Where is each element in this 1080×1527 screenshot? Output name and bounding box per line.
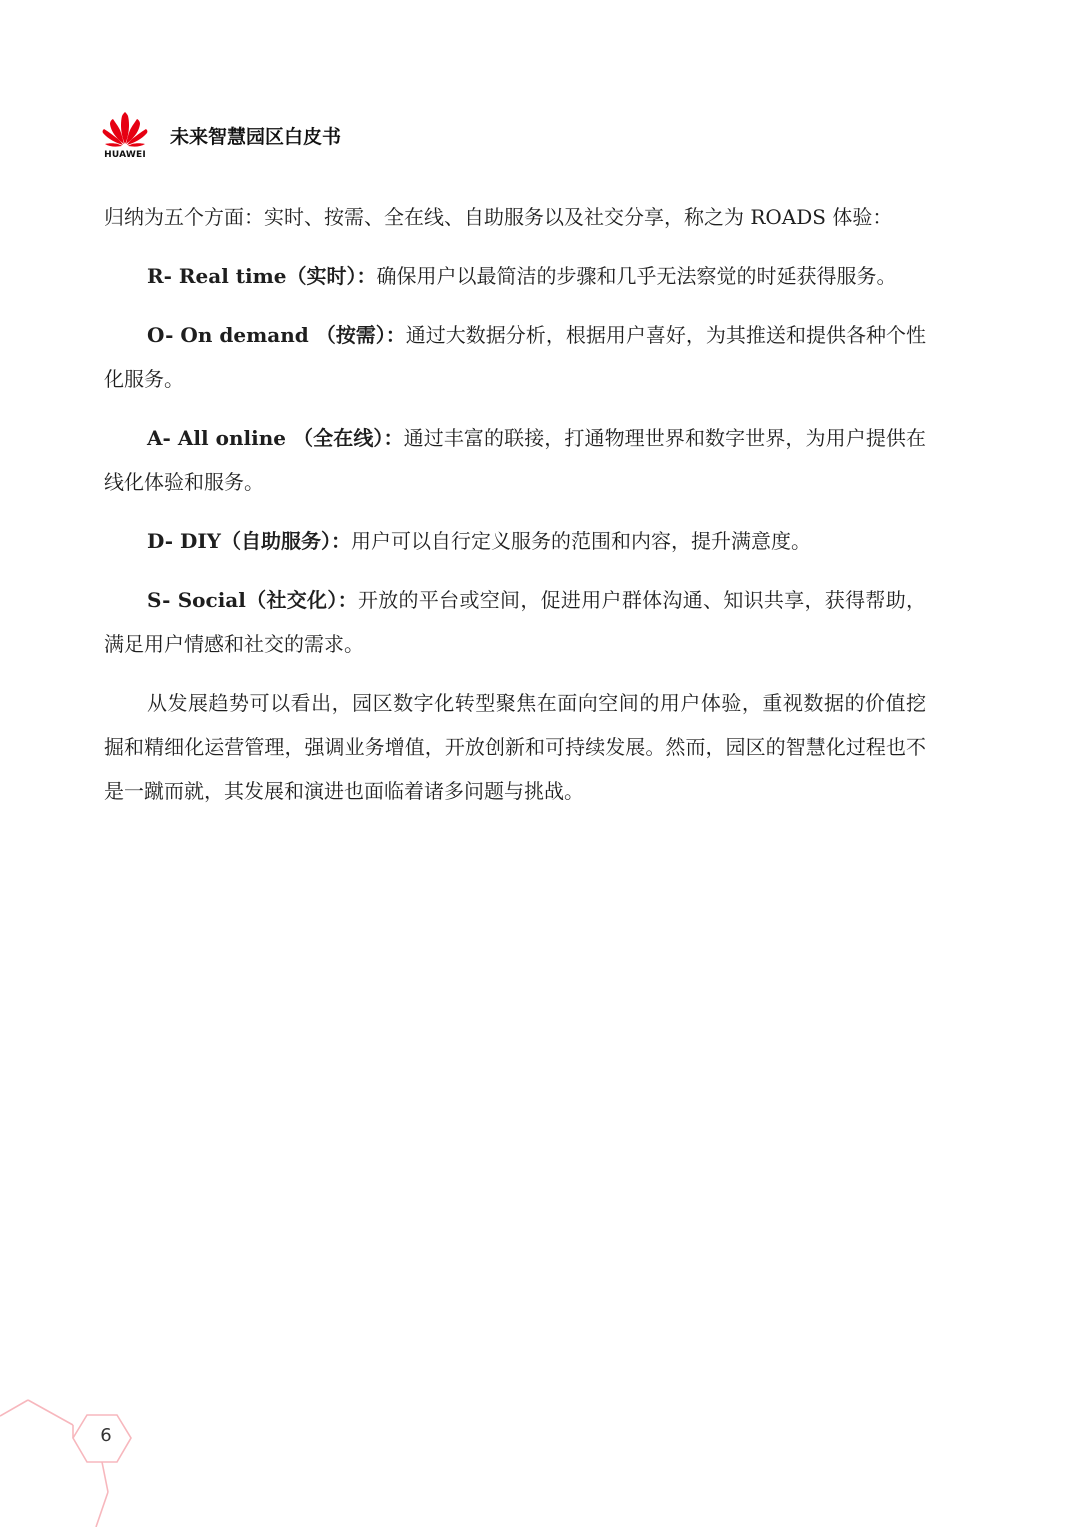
page-number: 6 [100,1425,112,1446]
roads-item-social [104,578,926,666]
body-content [104,195,926,828]
hexagon-decoration [0,1380,160,1527]
brand-wordmark: HUAWEI [104,150,146,160]
roads-item-realtime [104,254,926,298]
page-header [100,110,500,162]
roads-text: 确保用户以最简洁的步骤和几乎无法察觉的时延获得服务。 [376,264,897,288]
huawei-flower-icon [100,110,150,150]
conclusion-paragraph: 从发展趋势可以看出，园区数字化转型聚焦在面向空间的用户体验，重视数据的价值挖掘和精细化运营管理，强调业务增值，开放创新和可持续发展。然而，园区的智慧化过程也不是一蹴而就，其发展和演进也面临着诸多问题与挑战。 [104,691,926,803]
roads-item-allonline [104,416,926,504]
roads-label: R- Real time（实时）： [147,264,377,288]
roads-item-diy [104,519,926,563]
roads-label: O- On demand （按需）： [147,323,406,347]
roads-label: A- All online （全在线）： [147,426,404,450]
roads-text: 用户可以自行定义服务的范围和内容，提升满意度。 [350,529,811,553]
roads-text: 开放的平台或空间，促进用户群体沟通、知识共享，获得帮助，满足用户情感和社交的需求。 [104,588,927,656]
roads-label: S- Social（社交化）： [147,588,358,612]
huawei-logo [100,110,150,160]
intro-paragraph: 归纳为五个方面：实时、按需、全在线、自助服务以及社交分享，称之为 ROADS 体验： [104,205,893,229]
document-title: 未来智慧园区白皮书 [170,126,342,148]
roads-item-ondemand [104,313,926,401]
roads-text: 通过丰富的联接，打通物理世界和数字世界，为用户提供在线化体验和服务。 [104,426,927,494]
roads-text: 通过大数据分析，根据用户喜好，为其推送和提供各种个性化服务。 [104,323,926,391]
roads-label: D- DIY（自助服务）： [147,529,351,553]
